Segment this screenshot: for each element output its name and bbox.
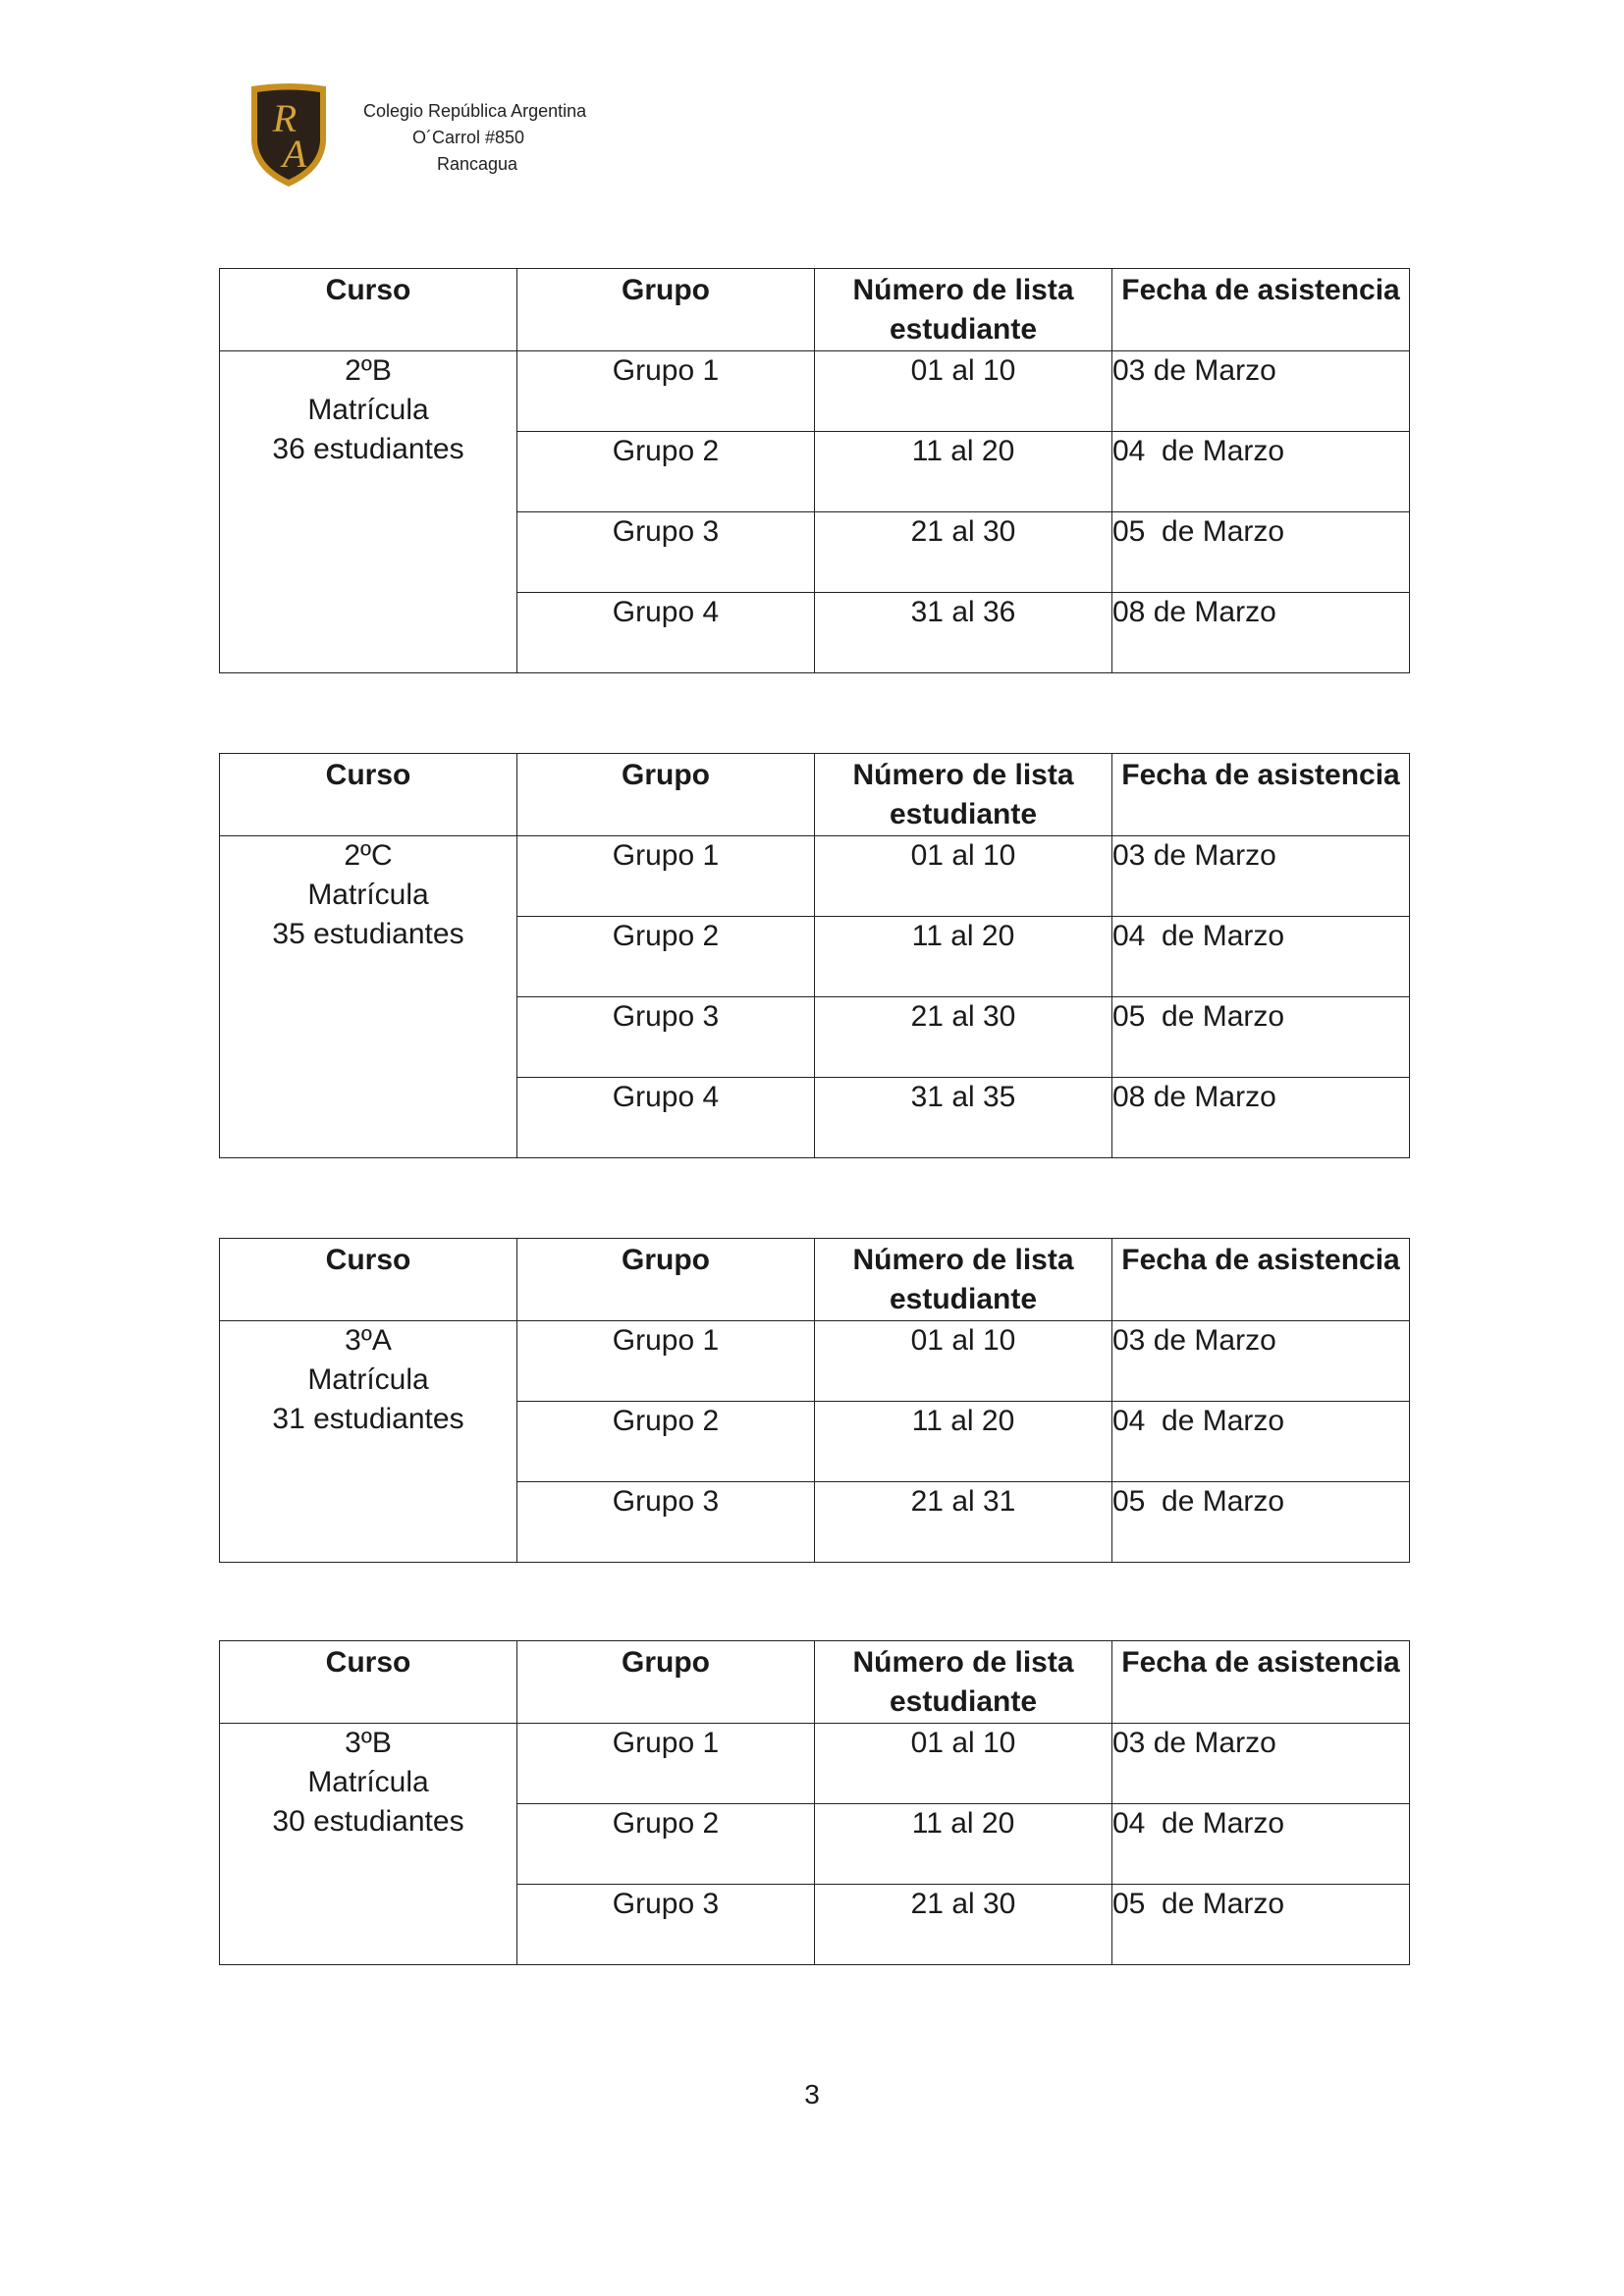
header-curso: Curso bbox=[220, 1641, 517, 1724]
school-city: Rancagua bbox=[437, 154, 518, 174]
numero-cell: 11 al 20 bbox=[815, 1804, 1112, 1885]
header-numero: Número de lista estudiante bbox=[815, 1239, 1112, 1321]
school-name: Colegio República Argentina bbox=[363, 101, 587, 121]
table-row bbox=[220, 1724, 1410, 1804]
fecha-cell: 03 de Marzo bbox=[1112, 836, 1410, 917]
student-count: 30 estudiantes bbox=[272, 1805, 464, 1838]
matricula-label: Matrícula bbox=[307, 879, 429, 911]
grupo-cell: Grupo 1 bbox=[517, 1321, 815, 1402]
curso-name: 3ºB bbox=[345, 1727, 392, 1759]
fecha-cell: 04 de Marzo bbox=[1112, 1402, 1410, 1482]
header-fecha: Fecha de asistencia bbox=[1112, 754, 1410, 836]
svg-text:A: A bbox=[282, 132, 307, 176]
header-curso: Curso bbox=[220, 1239, 517, 1321]
fecha-cell: 05 de Marzo bbox=[1112, 1482, 1410, 1563]
fecha-cell: 05 de Marzo bbox=[1112, 1885, 1410, 1965]
numero-cell: 21 al 30 bbox=[815, 997, 1112, 1078]
curso-name: 3ºA bbox=[345, 1324, 392, 1357]
header-grupo: Grupo bbox=[517, 754, 815, 836]
student-count: 31 estudiantes bbox=[272, 1403, 464, 1435]
numero-cell: 31 al 36 bbox=[815, 593, 1112, 673]
schedule-table-3b bbox=[219, 1640, 1410, 1965]
curso-cell bbox=[220, 351, 517, 673]
schedule-table-2b bbox=[219, 268, 1410, 673]
fecha-cell: 04 de Marzo bbox=[1112, 432, 1410, 512]
matricula-label: Matrícula bbox=[307, 394, 429, 426]
student-count: 35 estudiantes bbox=[272, 918, 464, 950]
schedule-table-2c bbox=[219, 753, 1410, 1158]
fecha-cell: 04 de Marzo bbox=[1112, 917, 1410, 997]
header-grupo: Grupo bbox=[517, 1239, 815, 1321]
numero-cell: 01 al 10 bbox=[815, 1724, 1112, 1804]
fecha-cell: 08 de Marzo bbox=[1112, 1078, 1410, 1158]
fecha-cell: 03 de Marzo bbox=[1112, 1321, 1410, 1402]
page-number: 3 bbox=[804, 2079, 820, 2109]
table-header-row bbox=[220, 269, 1410, 351]
header-numero: Número de lista estudiante bbox=[815, 269, 1112, 351]
school-crest-logo bbox=[245, 80, 332, 190]
fecha-cell: 03 de Marzo bbox=[1112, 1724, 1410, 1804]
curso-cell bbox=[220, 836, 517, 1158]
school-header bbox=[363, 98, 619, 178]
curso-cell bbox=[220, 1724, 517, 1965]
schedule-table-3a bbox=[219, 1238, 1410, 1563]
numero-cell: 11 al 20 bbox=[815, 432, 1112, 512]
fecha-cell: 03 de Marzo bbox=[1112, 351, 1410, 432]
table-header-row bbox=[220, 1641, 1410, 1724]
table-header-row bbox=[220, 754, 1410, 836]
header-numero: Número de lista estudiante bbox=[815, 1641, 1112, 1724]
fecha-cell: 08 de Marzo bbox=[1112, 593, 1410, 673]
grupo-cell: Grupo 4 bbox=[517, 593, 815, 673]
grupo-cell: Grupo 2 bbox=[517, 1804, 815, 1885]
numero-cell: 21 al 30 bbox=[815, 512, 1112, 593]
curso-cell bbox=[220, 1321, 517, 1563]
table-row bbox=[220, 1321, 1410, 1402]
curso-name: 2ºC bbox=[344, 839, 393, 872]
grupo-cell: Grupo 3 bbox=[517, 997, 815, 1078]
grupo-cell: Grupo 2 bbox=[517, 917, 815, 997]
grupo-cell: Grupo 3 bbox=[517, 1482, 815, 1563]
numero-cell: 11 al 20 bbox=[815, 917, 1112, 997]
fecha-cell: 04 de Marzo bbox=[1112, 1804, 1410, 1885]
header-fecha: Fecha de asistencia bbox=[1112, 1239, 1410, 1321]
fecha-cell: 05 de Marzo bbox=[1112, 512, 1410, 593]
numero-cell: 31 al 35 bbox=[815, 1078, 1112, 1158]
numero-cell: 21 al 30 bbox=[815, 1885, 1112, 1965]
grupo-cell: Grupo 1 bbox=[517, 836, 815, 917]
table-header-row bbox=[220, 1239, 1410, 1321]
header-fecha: Fecha de asistencia bbox=[1112, 1641, 1410, 1724]
numero-cell: 01 al 10 bbox=[815, 1321, 1112, 1402]
svg-text:R: R bbox=[272, 96, 298, 140]
fecha-cell: 05 de Marzo bbox=[1112, 997, 1410, 1078]
curso-name: 2ºB bbox=[345, 354, 392, 387]
grupo-cell: Grupo 3 bbox=[517, 512, 815, 593]
header-curso: Curso bbox=[220, 754, 517, 836]
header-fecha: Fecha de asistencia bbox=[1112, 269, 1410, 351]
numero-cell: 11 al 20 bbox=[815, 1402, 1112, 1482]
numero-cell: 21 al 31 bbox=[815, 1482, 1112, 1563]
numero-cell: 01 al 10 bbox=[815, 351, 1112, 432]
grupo-cell: Grupo 1 bbox=[517, 1724, 815, 1804]
grupo-cell: Grupo 1 bbox=[517, 351, 815, 432]
numero-cell: 01 al 10 bbox=[815, 836, 1112, 917]
header-numero: Número de lista estudiante bbox=[815, 754, 1112, 836]
matricula-label: Matrícula bbox=[307, 1766, 429, 1798]
grupo-cell: Grupo 4 bbox=[517, 1078, 815, 1158]
student-count: 36 estudiantes bbox=[272, 433, 464, 465]
grupo-cell: Grupo 2 bbox=[517, 1402, 815, 1482]
table-row bbox=[220, 836, 1410, 917]
school-address: O´Carrol #850 bbox=[412, 128, 525, 147]
matricula-label: Matrícula bbox=[307, 1363, 429, 1396]
header-grupo: Grupo bbox=[517, 1641, 815, 1724]
table-row bbox=[220, 351, 1410, 432]
header-grupo: Grupo bbox=[517, 269, 815, 351]
grupo-cell: Grupo 2 bbox=[517, 432, 815, 512]
header-curso: Curso bbox=[220, 269, 517, 351]
grupo-cell: Grupo 3 bbox=[517, 1885, 815, 1965]
